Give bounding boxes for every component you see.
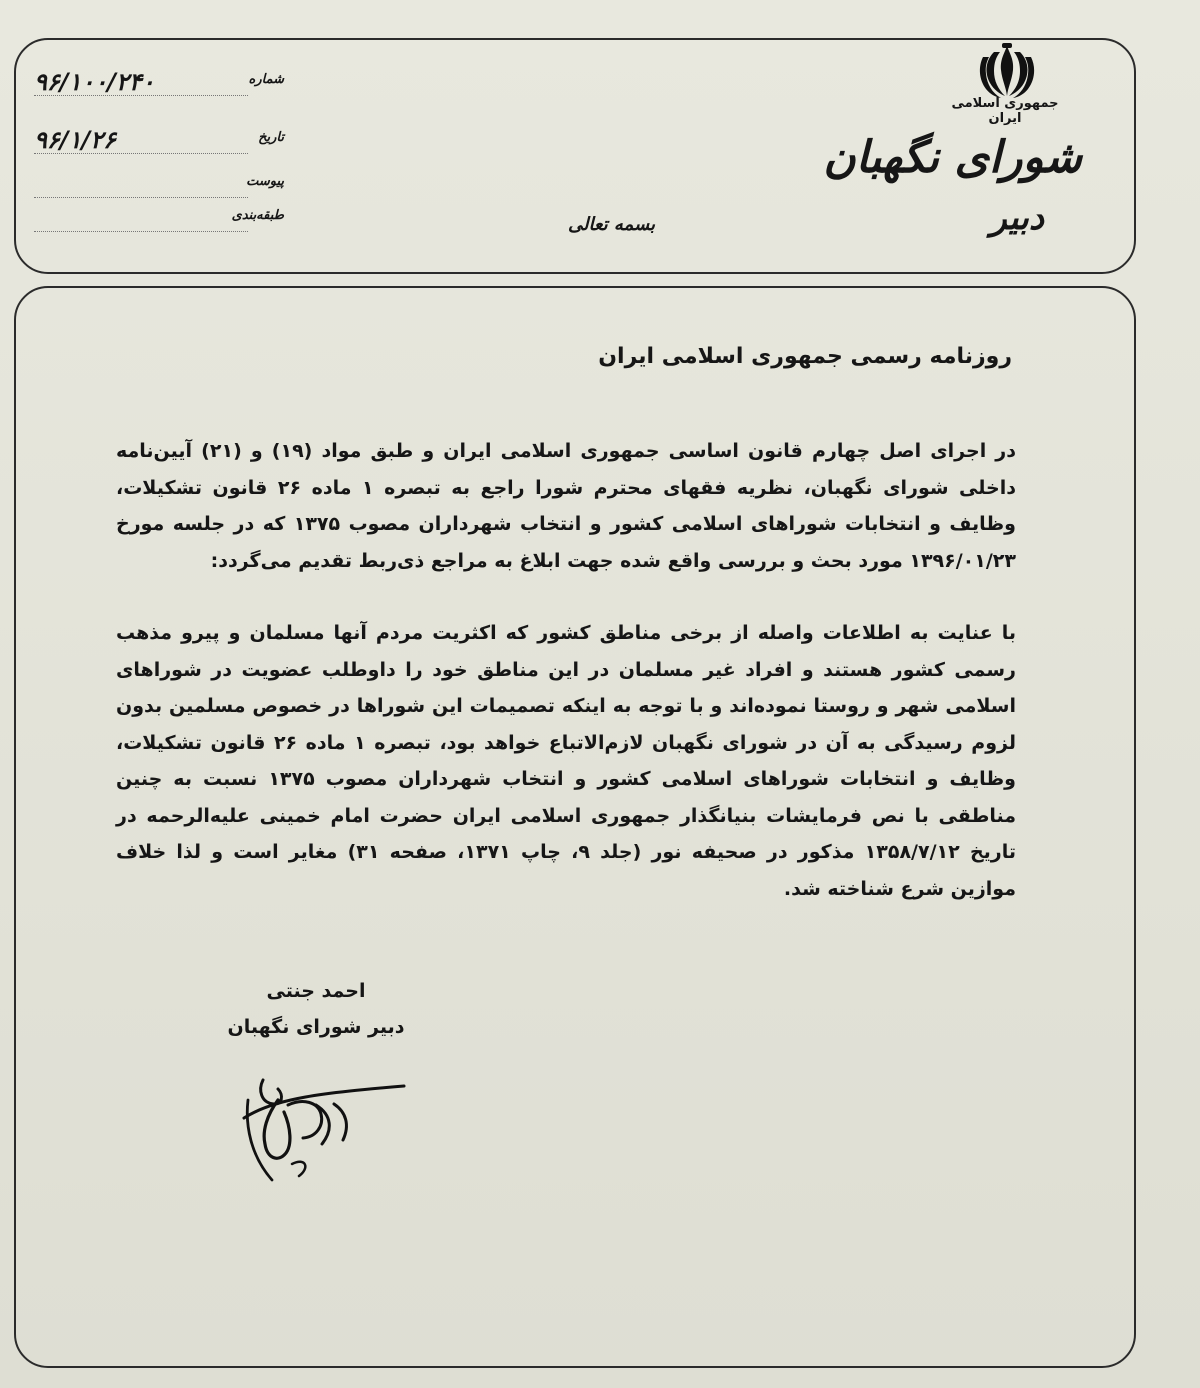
paragraph-two: با عنایت به اطلاعات واصله از برخی مناطق کشور که اکثریت مردم آنها مسلمان و پیرو مذهب رسمی کشور هستند و افراد غیر مسلمان در این مناطق خود را داوطلب عضویت در شوراهای اسلامی شهر و روستا نموده‌اند و با توجه به اینکه تصمیمات این شوراها در خصوص مسلمین بدون لزوم رسیدگی به آن در شورای نگهبان لازم‌الاتباع خواهد بود، تبصره ۱ ماده ۲۶ قانون تشکیلات، وظایف و انتخابات شوراهای اسلامی کشور و انتخاب شهرداران مصوب ۱۳۷۵ نسبت به چنین مناطقی با نص فرمایشات بنیانگذار جمهوری اسلامی ایران حضرت امام خمینی علیه‌الرحمه در تاریخ ۱۳۵۸/۷/۱۲ مذکور در صحیفه نور (جلد ۹، چاپ ۱۳۷۱، صفحه ۳۱) مغایر است و لذا خلاف موازین شرع شناخته شد. [116, 622, 1016, 900]
letter-number-line [34, 95, 248, 96]
newspaper-title: روزنامه رسمی جمهوری اسلامی ایران [598, 344, 1012, 369]
council-name: شورای نگهبان [823, 132, 1082, 183]
paragraph-one: در اجرای اصل چهارم قانون اساسی جمهوری اسلامی ایران و طبق مواد (۱۹) و (۲۱) آیین‌نامه داخلی شورای نگهبان، نظریه فقهای محترم شورا راجع به تبصره ۱ ماده ۲۶ قانون تشکیلات، وظایف و انتخابات شوراهای اسلامی کشور و انتخاب شهرداران مصوب ۱۳۷۵ که در جلسه مورخ ۱۳۹۶/۰۱/۲۳ مورد بحث و بررسی واقع شده جهت ابلاغ به مراجع ذی‌ربط تقدیم می‌گردد: [116, 440, 1016, 572]
letter-number-row [34, 68, 284, 98]
basmala: بسمه تعالی [568, 214, 656, 235]
letter-classification-line [34, 231, 248, 232]
letter-number-value: ۹۶/۱۰۰/۲۴۰ [34, 68, 155, 96]
letter-date-value: ۹۶/۱/۲۶ [34, 126, 116, 154]
letter-attachment-label: پیوست [246, 174, 284, 189]
secretary-title: دبیر [990, 198, 1044, 238]
letter-date-label: تاریخ [258, 130, 284, 145]
letter-date-line [34, 153, 248, 154]
letter-attachment-line [34, 197, 248, 198]
signer-title: دبیر شورای نگهبان [227, 1016, 405, 1038]
letter-classification-label: طبقه‌بندی [231, 208, 284, 223]
letter-attachment-row [34, 174, 284, 200]
signer-name: احمد جنتی [266, 980, 366, 1002]
letter-number-label: شماره [248, 72, 284, 87]
signature-block [206, 980, 426, 1038]
letter-classification-row [34, 208, 284, 234]
republic-text: جمهوری اسلامی ایران [951, 96, 1059, 126]
iran-emblem-icon [976, 42, 1038, 100]
handwritten-signature [230, 1070, 420, 1190]
letter-date-row [34, 126, 284, 156]
